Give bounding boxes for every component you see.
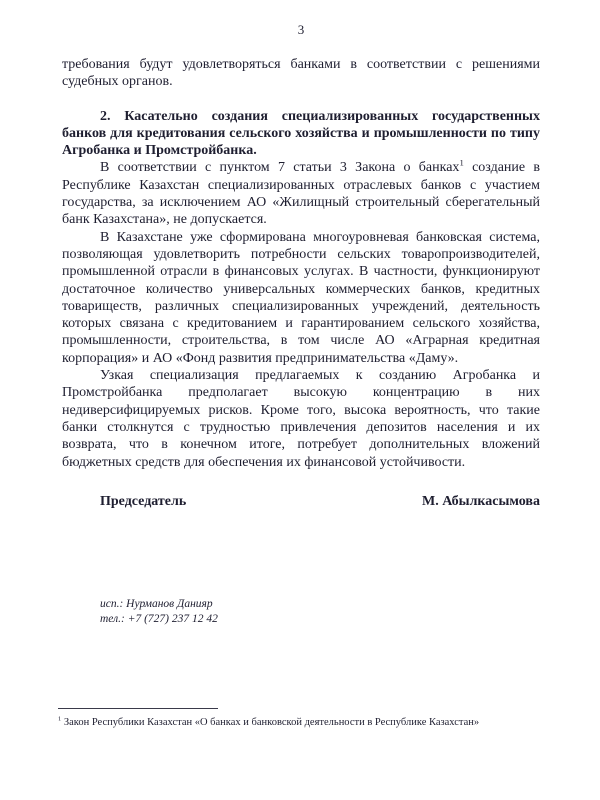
footnote-marker: 1 (58, 715, 62, 723)
footnote-body: Закон Республики Казахстан «О банках и банковской деятельности в Республике Казахстан» (63, 717, 480, 728)
footnote-area (58, 708, 540, 729)
paragraph-law-text-continued: создание в Республике Казахстан специализированных отраслевых банков с участием государства, за исключением АО «Жилищный строительный сберегательный банк Казахстана», не допускается. (62, 160, 541, 228)
section-heading: 2. Касательно создания специализированных государственных банков для кредитования сельского хозяйства и промышленности по типу Агробанка и Промстройбанка. (62, 108, 540, 159)
document-content (62, 22, 540, 510)
footnote-reference: 1 (459, 157, 464, 168)
signature-name: М. Абылкасымова (422, 493, 540, 509)
executor-info (100, 597, 218, 627)
paragraph-risks: Узкая специализация предлагаемых к созданию Агробанка и Промстройбанка предполагает высокую концентрацию в них недиверсифицируемых рисков. Кроме того, высока вероятность, что такие банки столкнутся с трудностью привлечения депозитов населения и их возврата, что в конечном итоге, потребует дополнительных вложений бюджетных средств для обеспечения их финансовой устойчивости. (62, 368, 540, 470)
paragraph-law-text: В соответствии с пунктом 7 статьи 3 Закона о банках (100, 160, 460, 176)
paragraph-law (62, 159, 540, 228)
page-number: 3 (297, 22, 305, 37)
paragraph-banking-system: В Казахстане уже сформирована многоуровневая банковская система, позволяющая удовлетворить потребности сельских товаропроизводителей, промышленной отрасли в финансовых услугах. В частности, функционируют достаточное количество универсальных коммерческих банков, кредитных товариществ, различных специализированных учреждений, деятельность которых связана с кредитованием и гарантированием сельского хозяйства, промышленности, строительства, в том числе АО «Аграрная кредитная корпорация» и АО «Фонд развития предпринимательства «Даму». (62, 229, 540, 366)
footnote (58, 716, 540, 729)
signature-block (62, 494, 540, 510)
executor-phone: тел.: +7 (727) 237 12 42 (100, 613, 218, 625)
footnote-separator (58, 708, 218, 709)
paragraph-intro: требования будут удовлетворяться банками в соответствии с решениями судебных органов. (62, 57, 540, 90)
signature-role: Председатель (100, 493, 187, 509)
executor-name: исп.: Нурманов Данияр (100, 598, 213, 610)
